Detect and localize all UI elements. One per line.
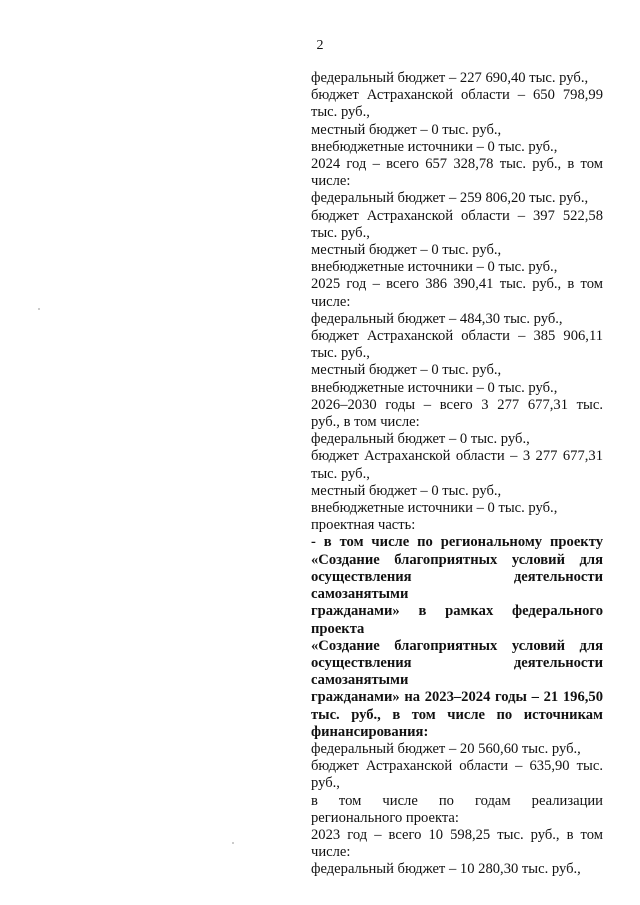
text-line: бюджет Астраханской области – 385 906,11 <box>311 328 603 345</box>
text-line: внебюджетные источники – 0 тыс. руб., <box>311 259 558 276</box>
text-line: федеральный бюджет – 227 690,40 тыс. руб., <box>311 70 589 86</box>
text-line: федеральный бюджет – 10 280,30 тыс. руб., <box>311 861 581 878</box>
text-line: федеральный бюджет – 259 806,20 тыс. руб., <box>311 190 589 207</box>
text-line: регионального проекта: <box>311 809 459 826</box>
text-line: внебюджетные источники – 0 тыс. руб., <box>311 379 558 396</box>
text-line: местный бюджет – 0 тыс. руб., <box>311 121 502 138</box>
text-line: местный бюджет – 0 тыс. руб., <box>311 242 502 259</box>
text-line: «Создание благоприятных условий для <box>311 551 603 568</box>
text-line: внебюджетные источники – 0 тыс. руб., <box>311 138 558 155</box>
text-line: руб., в том числе: <box>311 414 420 431</box>
text-line: осуществления деятельности самозанятыми <box>311 654 603 689</box>
text-line: федеральный бюджет – 484,30 тыс. руб., <box>311 310 563 327</box>
text-line: местный бюджет – 0 тыс. руб., <box>311 362 502 379</box>
text-line: 2024 год – всего 657 328,78 тыс. руб., в том <box>311 156 603 173</box>
text-line: 2026–2030 годы – всего 3 277 677,31 тыс. <box>311 396 603 413</box>
text-line: осуществления деятельности самозанятыми <box>311 568 603 603</box>
text-line: 2025 год – всего 386 390,41 тыс. руб., в том <box>311 276 603 293</box>
text-line: тыс. руб., <box>311 345 370 362</box>
text-line: в том числе по годам реализации <box>311 792 603 809</box>
text-line: числе: <box>311 293 351 310</box>
text-line: бюджет Астраханской области – 650 798,99 <box>311 87 603 104</box>
text-line: федеральный бюджет – 20 560,60 тыс. руб., <box>311 740 581 757</box>
text-line: гражданами» на 2023–2024 годы – 21 196,50 <box>311 689 603 706</box>
text-line: «Создание благоприятных условий для <box>311 637 603 654</box>
text-line: числе: <box>311 173 351 190</box>
text-line: внебюджетные источники – 0 тыс. руб., <box>311 500 558 517</box>
text-column <box>311 70 603 879</box>
text-line: тыс. руб., в том числе по источникам <box>311 706 603 723</box>
text-line: 2023 год – всего 10 598,25 тыс. руб., в том <box>311 826 603 843</box>
text-line: тыс. руб., <box>311 104 370 121</box>
text-line: руб., <box>311 775 340 792</box>
text-line: тыс. руб., <box>311 465 370 482</box>
text-line: гражданами» в рамках федерального проекта <box>311 603 603 637</box>
text-line: бюджет Астраханской области – 3 277 677,31 <box>311 448 603 465</box>
page-number: 2 <box>316 38 324 53</box>
text-line: бюджет Астраханской области – 635,90 тыс. <box>311 758 603 775</box>
scan-speck <box>38 308 40 310</box>
text-line: федеральный бюджет – 0 тыс. руб., <box>311 431 530 448</box>
text-line: финансирования: <box>311 723 429 740</box>
text-line: числе: <box>311 844 351 861</box>
text-line: - в том числе по региональному проекту <box>311 534 603 551</box>
scan-speck <box>232 842 234 844</box>
text-line: местный бюджет – 0 тыс. руб., <box>311 482 502 499</box>
text-line: проектная часть: <box>311 517 416 534</box>
text-line: бюджет Астраханской области – 397 522,58 <box>311 207 603 224</box>
text-line: тыс. руб., <box>311 224 370 241</box>
